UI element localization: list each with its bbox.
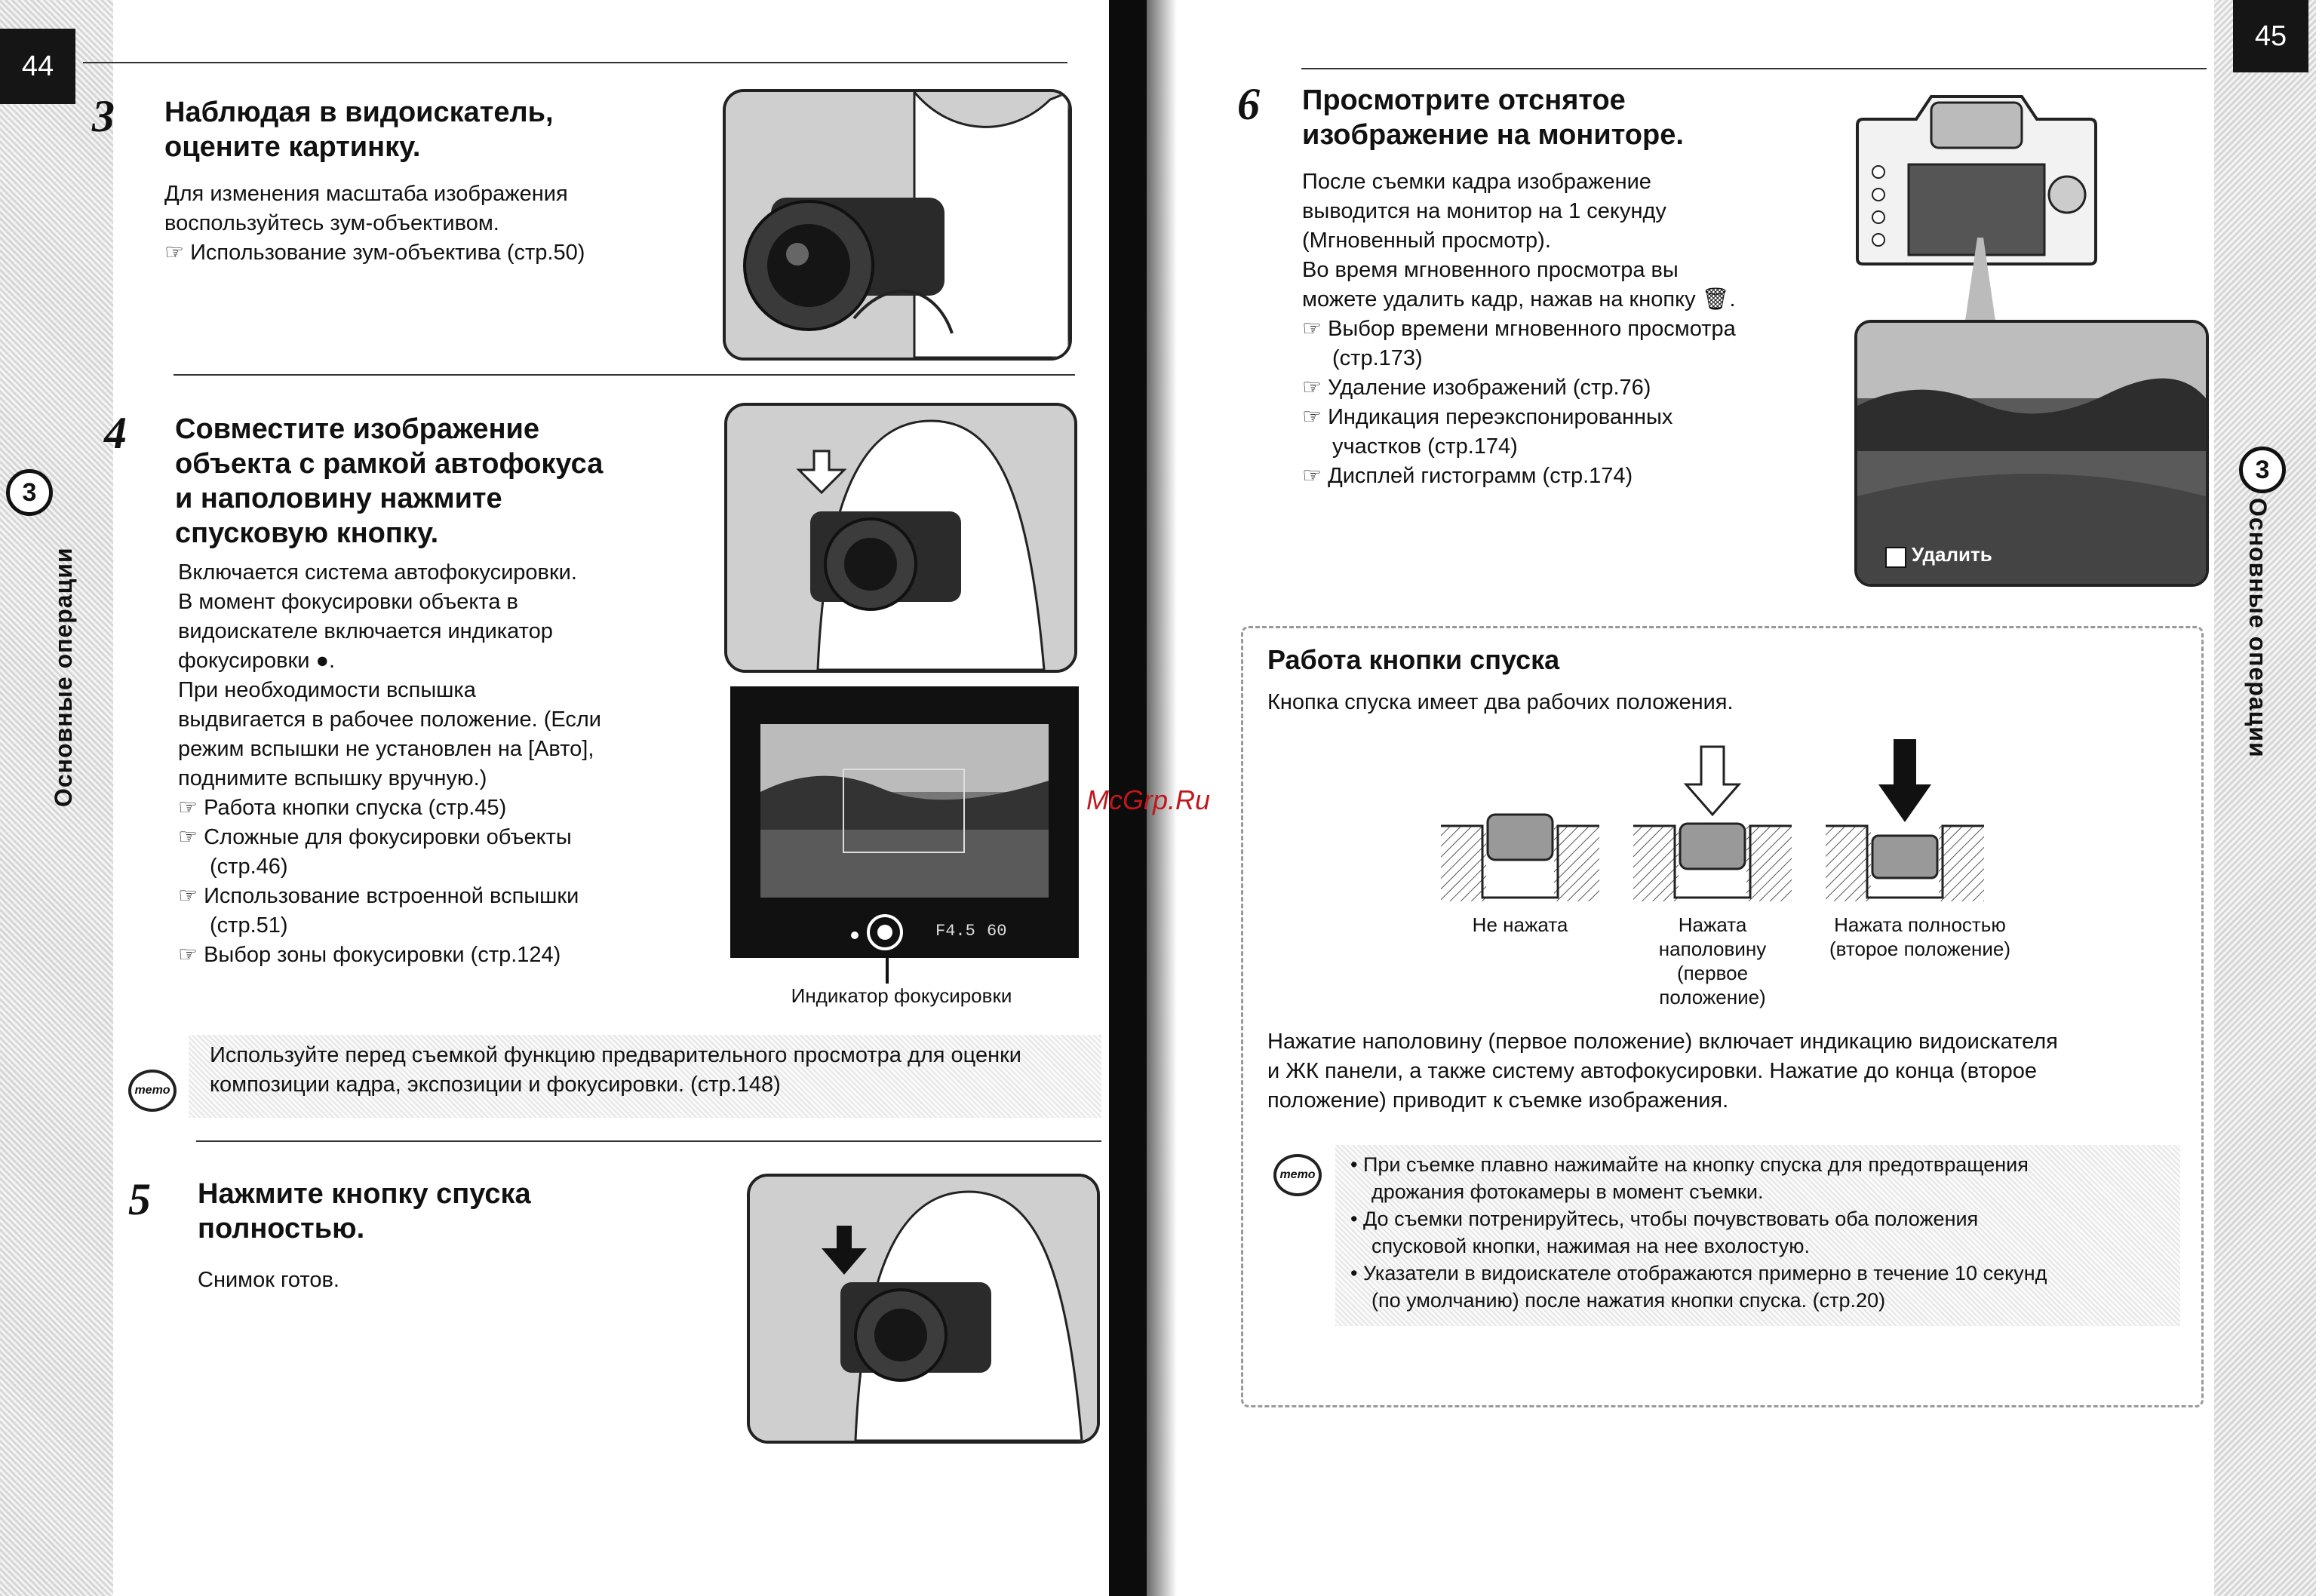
memo-bullet2-line2: спусковой кнопки, нажимая на нее вхолостую.	[1371, 1235, 1810, 1257]
illustration-zoom-lens	[723, 89, 1072, 361]
watermark: McGrp.Ru	[1086, 784, 1211, 815]
step3-title-line2: оцените картинку.	[164, 131, 421, 163]
step4-ref3	[178, 882, 691, 911]
step4-ref4	[178, 941, 691, 970]
state-half-pressed	[1633, 747, 1792, 901]
state3-caption	[1814, 913, 2026, 961]
memo-bullet3-line2: (по умолчанию) после нажатия кнопки спуска. (стр.20)	[1371, 1289, 1886, 1312]
step6-title-line1: Просмотрите отснятое	[1302, 84, 1626, 116]
step6-ref2-text: Удаление изображений (стр.76)	[1328, 376, 1651, 400]
state2-caption-line2: наполовину	[1658, 938, 1767, 960]
step3-title-line1: Наблюдая в видоискатель,	[164, 97, 554, 128]
step4-p2-line3: режим вспышки не установлен на [Авто],	[178, 737, 594, 761]
shutter-desc-line1: Нажатие наполовину (первое положение) включает индикацию видоискателя	[1267, 1030, 2058, 1054]
step4-p1-line1: Включается система автофокусировки.	[178, 560, 577, 585]
bullet-dot: •	[1350, 1208, 1358, 1230]
illustration-full-press	[747, 1174, 1100, 1444]
viewfinder-drawing	[730, 686, 1079, 958]
section-tab-label-left: Основные операции	[50, 547, 77, 807]
step4-ref3-text: Использование встроенной вспышки	[204, 884, 579, 908]
step4-p2-line2: выдвигается в рабочее положение. (Если	[178, 707, 601, 732]
step4-p1-line2: В момент фокусировки объекта в	[178, 590, 518, 614]
step4-ref2	[178, 823, 691, 852]
state3-caption-line2: (второе положение)	[1829, 938, 2011, 960]
step3-text	[164, 180, 585, 268]
page-number-left: 44	[0, 29, 75, 104]
bullet-dot: •	[1350, 1262, 1358, 1284]
step-number-4: 4	[104, 408, 127, 458]
memo-bullet1-line2: дрожания фотокамеры в момент съемки.	[1371, 1180, 1764, 1203]
state2-caption-line4: положение)	[1659, 986, 1766, 1008]
shutter-desc-line3: положение) приводит к съемке изображения.	[1267, 1088, 1729, 1113]
page-number-right: 45	[2233, 0, 2308, 72]
step4-ref3-cont: (стр.51)	[210, 913, 288, 938]
shutter-states-drawing	[1441, 739, 1992, 901]
step6-p1-line2: выводится на монитор на 1 секунду	[1302, 199, 1666, 223]
step-number-5: 5	[128, 1174, 151, 1224]
step6-title	[1302, 83, 1684, 152]
step6-text	[1302, 167, 1845, 491]
step6-ref3-cont: участков (стр.174)	[1332, 434, 1518, 459]
step6-ref4	[1302, 462, 1845, 491]
step3-text-line1: Для изменения масштаба изображения	[164, 182, 568, 206]
zoom-lens-drawing	[726, 92, 1069, 358]
step-number-3: 3	[92, 91, 115, 141]
step3-ref1	[164, 238, 585, 268]
step5-title-line1: Нажмите кнопку спуска	[198, 1178, 531, 1210]
reference-icon: ☞	[1302, 376, 1322, 400]
reference-icon: ☞	[178, 943, 198, 967]
page-edge-right	[2214, 0, 2316, 1596]
step5-text: Снимок готов.	[198, 1268, 339, 1292]
step6-ref1	[1302, 315, 1845, 344]
section-tab-number-right: 3	[2239, 447, 2286, 493]
monitor-preview-image	[1854, 320, 2209, 587]
state2-caption-line1: Нажата	[1678, 913, 1747, 936]
step4-p2-line4: поднимите вспышку вручную.)	[178, 766, 487, 790]
step4-title-line2: объекта с рамкой автофокуса	[175, 448, 604, 480]
step6-ref4-text: Дисплей гистограмм (стр.174)	[1328, 464, 1633, 488]
half-press-drawing	[727, 406, 1074, 670]
bullet-dot: •	[1350, 1153, 1358, 1176]
step3-ref1-text: Использование зум-объектива (стр.50)	[190, 241, 585, 265]
reference-icon: ☞	[1302, 405, 1322, 429]
state2-caption	[1629, 913, 1795, 1009]
step4-p2-line1: При необходимости вспышка	[178, 678, 476, 702]
memo-left-line1: Используйте перед съемкой функцию предварительного просмотра для оценки	[210, 1043, 1021, 1067]
focus-indicator-caption: Индикатор фокусировки	[791, 984, 1012, 1007]
step3-title	[164, 95, 554, 164]
illustration-half-press	[724, 403, 1077, 673]
step4-p1-line4: фокусировки ●.	[178, 649, 336, 673]
state-full-pressed	[1826, 739, 1984, 901]
monitor-preview-drawing	[1857, 323, 2206, 584]
step4-title-line4: спусковую кнопку.	[175, 517, 439, 549]
state1-caption: Не нажата	[1472, 913, 1568, 936]
step4-p1-line3: видоискателе включается индикатор	[178, 619, 553, 643]
step-number-6: 6	[1237, 79, 1260, 129]
step5-rule	[196, 1140, 1101, 1142]
step4-ref2-cont: (стр.46)	[210, 855, 288, 879]
shutter-desc-line2: и ЖК панели, а также систему автофокусировки. Нажатие до конца (второе	[1267, 1059, 2037, 1083]
section-tab-number-left: 3	[6, 469, 53, 516]
viewfinder-shutter: 60	[987, 922, 1007, 941]
shutter-panel-subtitle: Кнопка спуска имеет два рабочих положения.	[1267, 690, 1734, 714]
top-rule-right	[1301, 68, 2207, 69]
viewfinder-view	[730, 686, 1079, 958]
focus-indicator-leader	[886, 950, 889, 984]
reference-icon: ☞	[1302, 317, 1322, 341]
full-press-drawing	[750, 1177, 1097, 1441]
step3-text-line2: воспользуйтесь зум-объективом.	[164, 211, 499, 235]
reference-icon: ☞	[178, 884, 198, 908]
step6-p2-line2: можете удалить кадр, нажав на кнопку 🗑.	[1302, 287, 1736, 312]
step4-title-line1: Совместите изображение	[175, 413, 540, 445]
step5-title-line2: полностью.	[198, 1213, 365, 1245]
shutter-panel-description	[1267, 1027, 2058, 1116]
step6-ref3	[1302, 403, 1845, 432]
camera-back-drawing	[1856, 89, 2097, 266]
step4-rule	[174, 374, 1075, 376]
memo-bullet3-line1: Указатели в видоискателе отображаются примерно в течение 10 секунд	[1362, 1262, 2047, 1284]
memo-bullet1	[1350, 1151, 2047, 1178]
memo-bullet2-line1: До съемки потренируйтесь, чтобы почувствовать оба положения	[1362, 1208, 1979, 1230]
step6-p2-line1: Во время мгновенного просмотра вы	[1302, 258, 1679, 282]
camera-back-illustration	[1856, 89, 2097, 266]
monitor-delete-label: Удалить	[1912, 543, 1992, 566]
step6-title-line2: изображение на мониторе.	[1302, 119, 1684, 151]
state3-caption-line1: Нажата полностью	[1834, 913, 2006, 936]
step6-p1-line1: После съемки кадра изображение	[1302, 170, 1651, 194]
step6-ref1-cont: (стр.173)	[1332, 346, 1423, 370]
reference-icon: ☞	[164, 241, 184, 265]
reference-icon: ☞	[1302, 464, 1322, 488]
section-tab-label-right: Основные операции	[2244, 498, 2271, 758]
memo-bullet2	[1350, 1205, 2047, 1232]
memo-icon: memo	[128, 1070, 177, 1112]
reference-icon: ☞	[178, 796, 198, 820]
memo-bullet1-line1: При съемке плавно нажимайте на кнопку спуска для предотвращения	[1362, 1153, 2029, 1176]
step4-title	[175, 412, 603, 551]
step4-ref1	[178, 793, 691, 823]
step4-ref2-text: Сложные для фокусировки объекты	[204, 825, 572, 849]
memo-left-text	[210, 1041, 1021, 1100]
step6-ref3-text: Индикация переэкспонированных	[1328, 405, 1673, 429]
memo-icon-right: memo	[1273, 1154, 1322, 1196]
step6-p1-line3: (Мгновенный просмотр).	[1302, 229, 1551, 253]
memo-left-line2: композиции кадра, экспозиции и фокусировки. (стр.148)	[210, 1073, 781, 1097]
shutter-panel-title: Работа кнопки спуска	[1267, 644, 1560, 675]
top-rule-left	[83, 62, 1067, 63]
memo-right-bullets	[1350, 1151, 2047, 1314]
reference-icon: ☞	[178, 825, 198, 849]
state2-caption-line3: (первое	[1676, 962, 1749, 984]
step4-ref1-text: Работа кнопки спуска (стр.45)	[204, 796, 507, 820]
step4-title-line3: и наполовину нажмите	[175, 483, 502, 514]
shutter-states-diagram	[1441, 739, 1992, 901]
state-not-pressed	[1441, 815, 1599, 901]
step6-ref2	[1302, 373, 1845, 403]
step6-ref1-text: Выбор времени мгновенного просмотра	[1328, 317, 1736, 341]
viewfinder-aperture: F4.5	[935, 922, 975, 941]
memo-bullet3	[1350, 1260, 2047, 1287]
step4-ref4-text: Выбор зоны фокусировки (стр.124)	[204, 943, 561, 967]
step4-text	[178, 558, 691, 970]
step5-title	[198, 1177, 531, 1246]
